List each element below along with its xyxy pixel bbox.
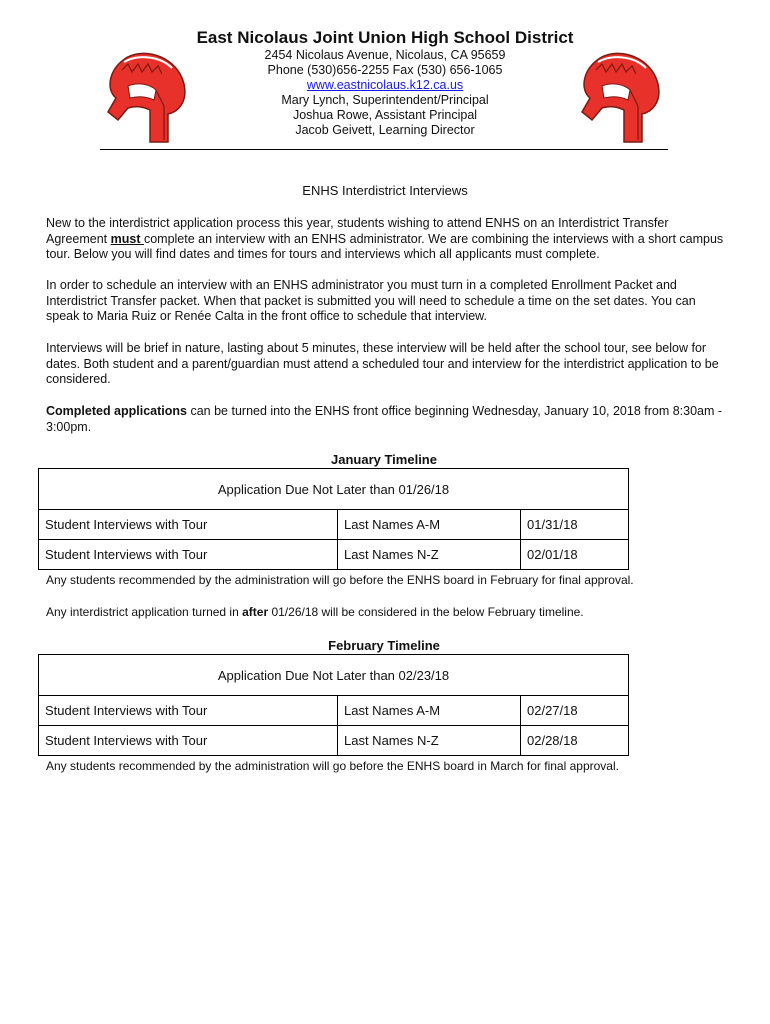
- table-cell-date: 02/27/18: [521, 696, 629, 726]
- table-cell-event: Student Interviews with Tour: [39, 540, 338, 570]
- intro-text-a: New to the interdistrict application process this year, students wishing to attend ENHS on an Interdistrict Transfer Agreement: [46, 216, 669, 246]
- table-row: [39, 696, 629, 726]
- table-cell-event: Student Interviews with Tour: [39, 726, 338, 756]
- district-address: 2454 Nicolaus Avenue, Nicolaus, CA 95659: [264, 48, 506, 62]
- table-cell-date: 01/31/18: [521, 510, 629, 540]
- applications-rest-text: can be turned into the ENHS front office beginning Wednesday, January 10, 2018 from 8:30am - 3:00pm.: [46, 404, 723, 434]
- table-cell-date: 02/28/18: [521, 726, 629, 756]
- district-website-link[interactable]: www.eastnicolaus.k12.ca.us: [306, 78, 464, 92]
- late-application-note: [46, 605, 736, 619]
- late-note-bold: after: [242, 605, 269, 619]
- staff-superintendent: Mary Lynch, Superintendent/Principal: [281, 93, 489, 107]
- february-due-date: Application Due Not Later than 02/23/18: [39, 655, 629, 696]
- intro-paragraph: [46, 216, 726, 263]
- february-timeline-table: [38, 654, 629, 756]
- staff-learning-director: Jacob Geivett, Learning Director: [295, 123, 475, 137]
- intro-text-b: complete an interview with an ENHS administrator. We are combining the interviews with a short campus tour. Below you will find dates and times for tours and interviews which all applicants must complete.: [46, 231, 724, 261]
- table-row: [39, 655, 629, 696]
- table-row: [39, 540, 629, 570]
- january-approval-note: Any students recommended by the administration will go before the ENHS board in February for final approval.: [46, 573, 634, 587]
- table-cell-event: Student Interviews with Tour: [39, 696, 338, 726]
- intro-must-text: must: [110, 231, 144, 246]
- table-row: [39, 726, 629, 756]
- applications-bold-text: Completed applications: [46, 404, 187, 418]
- district-phone: Phone (530)656-2255 Fax (530) 656-1065: [267, 63, 503, 77]
- interview-paragraph: Interviews will be brief in nature, lasting about 5 minutes, these interview will be held after the school tour, see below for dates. Both student and a parent/guardian must attend a scheduled tour and interview for the interdistrict application to be considered.: [46, 341, 719, 386]
- january-timeline-title: January Timeline: [331, 452, 437, 467]
- table-row: [39, 469, 629, 510]
- table-row: [39, 510, 629, 540]
- staff-assistant-principal: Joshua Rowe, Assistant Principal: [292, 108, 478, 122]
- table-cell-group: Last Names A-M: [338, 510, 521, 540]
- late-note-text-a: Any interdistrict application turned in: [46, 605, 243, 619]
- header-divider: [100, 149, 668, 150]
- february-approval-note: Any students recommended by the administration will go before the ENHS board in March for final approval.: [46, 759, 619, 773]
- table-cell-date: 02/01/18: [521, 540, 629, 570]
- table-cell-group: Last Names N-Z: [338, 540, 521, 570]
- district-title: East Nicolaus Joint Union High School District: [196, 28, 574, 47]
- february-timeline-title: February Timeline: [328, 638, 440, 653]
- letterhead: [0, 28, 770, 138]
- table-cell-group: Last Names N-Z: [338, 726, 521, 756]
- applications-paragraph: [46, 404, 726, 435]
- document-title: ENHS Interdistrict Interviews: [302, 183, 468, 198]
- table-cell-event: Student Interviews with Tour: [39, 510, 338, 540]
- schedule-paragraph: In order to schedule an interview with an ENHS administrator you must turn in a completed Enrollment Packet and Interdistrict Transfer packet. When that packet is submitted you will need to schedule a time on the set dates. You can speak to Maria Ruiz or Renée Calta in the front office to schedule that interview.: [46, 278, 696, 323]
- january-timeline-table: [38, 468, 629, 570]
- late-note-text-b: 01/26/18 will be considered in the below February timeline.: [268, 605, 584, 619]
- january-due-date: Application Due Not Later than 01/26/18: [39, 469, 629, 510]
- table-cell-group: Last Names A-M: [338, 696, 521, 726]
